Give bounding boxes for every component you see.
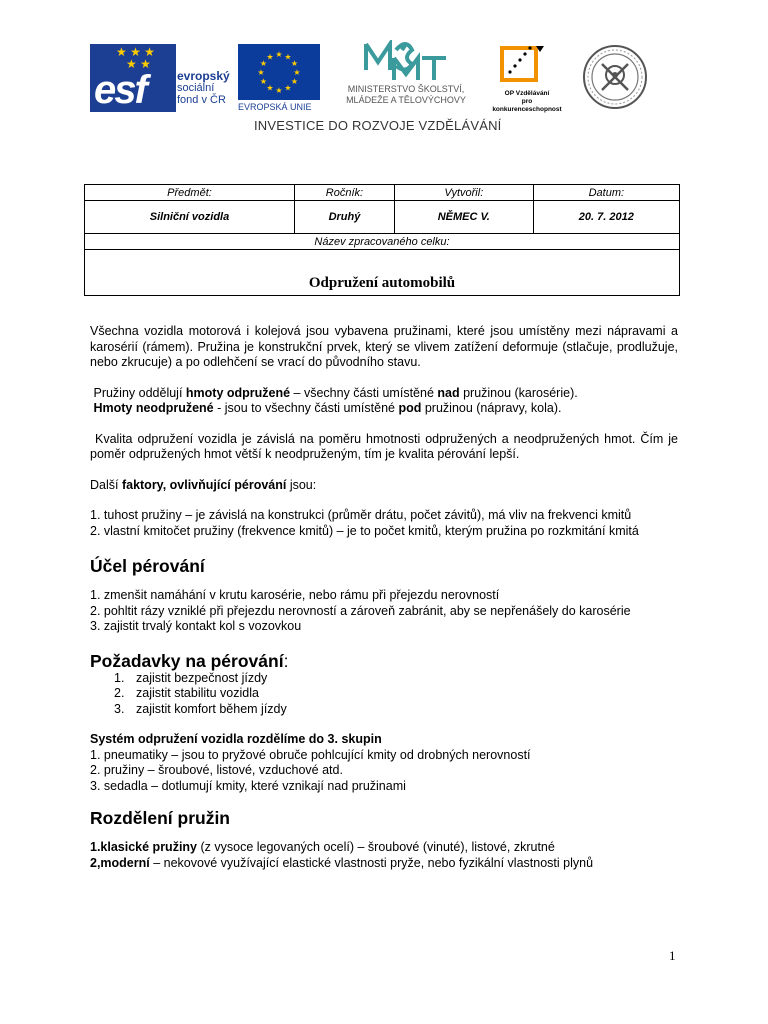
svg-text:★: ★ — [293, 68, 301, 77]
ucel-item-1: 1. zmenšit namáhání v krutu karosérie, nebo rámu při přejezdu nerovností — [90, 588, 500, 602]
value-cell-predmet: Silniční vozidla — [85, 201, 295, 234]
esf-text: evropský sociální fond v ČR — [177, 69, 230, 106]
svg-text:★: ★ — [275, 50, 283, 59]
list-item: 3. zajistit komfort během jízdy — [114, 701, 287, 716]
faktor-item-2: 2. vlastní kmitočet pružiny (frekvence kmitů) – je to počet kmitů, kterým pružina po rozkmitání kmitá — [90, 523, 639, 538]
header-cell-predmet: Předmět: — [85, 185, 295, 201]
list-item: 1. zajistit bezpečnost jízdy — [114, 670, 268, 685]
school-seal-icon — [582, 44, 648, 110]
svg-text:★: ★ — [290, 77, 299, 86]
svg-text:★: ★ — [259, 59, 268, 68]
list-item: 2. zajistit stabilitu vozidla — [114, 686, 259, 700]
heading-ucel-perovani: Účel pérování — [90, 556, 205, 576]
stars-icon: ★ ★ ★ ★ ★ — [116, 45, 155, 71]
eu-logo — [238, 44, 320, 114]
investice-slogan: INVESTICE DO ROZVOJE VZDĚLÁVÁNÍ — [254, 118, 502, 133]
rozdeleni-item-1: 1.klasické pružiny (z vysoce legovaných ocelí) – šroubové (vinuté), listové, zkrutné — [90, 840, 555, 854]
value-cell-rocnik: Druhý — [294, 201, 394, 234]
rozdeleni-item-2: 2,moderní – nekovové využívající elastické vlastnosti pryže, nebo fyzikální vlastnosti plynů — [90, 855, 594, 870]
msmt-label: MINISTERSTVO ŠKOLSTVÍ, MLÁDEŽE A TĚLOVÝCHOVY — [346, 84, 466, 105]
paragraph-hmoty-odpruzene: Pružiny oddělují hmoty odpružené – všechny části umístěné nad pružinou (karosérie). — [93, 385, 578, 400]
paragraph-intro: Všechna vozidla motorová i kolejová jsou vybavena pružinami, které jsou umístěny mezi nápravami a karosérií (rámem). Pružina je konstrukční prvek, který se vlivem zatížení deformuje (stlačuje, prodlužuje, nebo zkrucuje) a po odlehčení se vrací do původního stavu. — [90, 324, 678, 369]
svg-text:★: ★ — [290, 59, 299, 68]
ucel-item-2: 2. pohltit rázy vzniklé při přejezdu nerovností a zároveň zabránit, aby se nepřenášely do karosérie — [90, 603, 631, 618]
op-label: OP Vzdělávání pro konkurenceschopnost — [492, 90, 562, 113]
msmt-mark-icon — [336, 40, 476, 84]
header-cell-rocnik: Ročník: — [294, 185, 394, 201]
pozadavky-list — [90, 671, 678, 718]
eu-label: EVROPSKÁ UNIE — [238, 102, 312, 112]
system-item-2: 2. pružiny – šroubové, listové, vzduchové atd. — [90, 763, 343, 777]
value-cell-vytvoril: NĚMEC V. — [394, 201, 533, 234]
svg-text:★: ★ — [275, 86, 283, 95]
document-body — [90, 324, 678, 871]
svg-text:★: ★ — [257, 68, 265, 77]
system-item-1: 1. pneumatiky – jsou to pryžové obruče pohlcující kmity od drobných nerovností — [90, 747, 531, 762]
page-number: 1 — [669, 948, 676, 963]
svg-text:★: ★ — [266, 52, 274, 62]
svg-text:★: ★ — [284, 83, 292, 93]
faktor-item-1: 1. tuhost pružiny – je závislá na konstrukci (průměr drátu, počet závitů), má vliv na frekvenci kmitů — [90, 508, 632, 522]
nazev-label: Název zpracovaného celku: — [85, 234, 680, 250]
info-table — [84, 184, 680, 296]
svg-text:★: ★ — [259, 77, 268, 86]
paragraph-kvalita: Kvalita odpružení vozidla je závislá na poměru hmotnosti odpružených a neodpružených hmot. Čím je poměr odpružených hmot větší k neodpruženým, tím je kvalita pérování lepší. — [90, 431, 678, 461]
document-title: Odpružení automobilů — [85, 250, 680, 296]
paragraph-faktory: Další faktory, ovlivňující pérování jsou: — [90, 477, 317, 492]
header-cell-datum: Datum: — [533, 185, 679, 201]
heading-rozdeleni-pruzin: Rozdělení pružin — [90, 808, 230, 828]
value-cell-datum: 20. 7. 2012 — [533, 201, 679, 234]
eu-flag-icon — [238, 44, 320, 100]
svg-text:★: ★ — [266, 83, 274, 93]
svg-text:★: ★ — [284, 52, 292, 62]
header-cell-vytvoril: Vytvořil: — [394, 185, 533, 201]
paragraph-hmoty-neodpruzene: Hmoty neodpružené - jsou to všechny části umístěné pod pružinou (nápravy, kola). — [93, 401, 562, 415]
op-logo — [488, 42, 566, 120]
system-item-3: 3. sedadla – dotlumují kmity, které vznikají nad pružinami — [90, 778, 406, 793]
heading-pozadavky: Požadavky na pérování: — [90, 650, 289, 671]
esf-letters: esf — [94, 68, 146, 112]
op-mark-icon — [488, 42, 566, 90]
esf-logo — [90, 44, 234, 112]
system-heading: Systém odpružení vozidla rozdělíme do 3. skupin — [90, 732, 382, 746]
ucel-item-3: 3. zajistit trvalý kontakt kol s vozovkou — [90, 619, 302, 633]
msmt-logo — [336, 40, 476, 120]
